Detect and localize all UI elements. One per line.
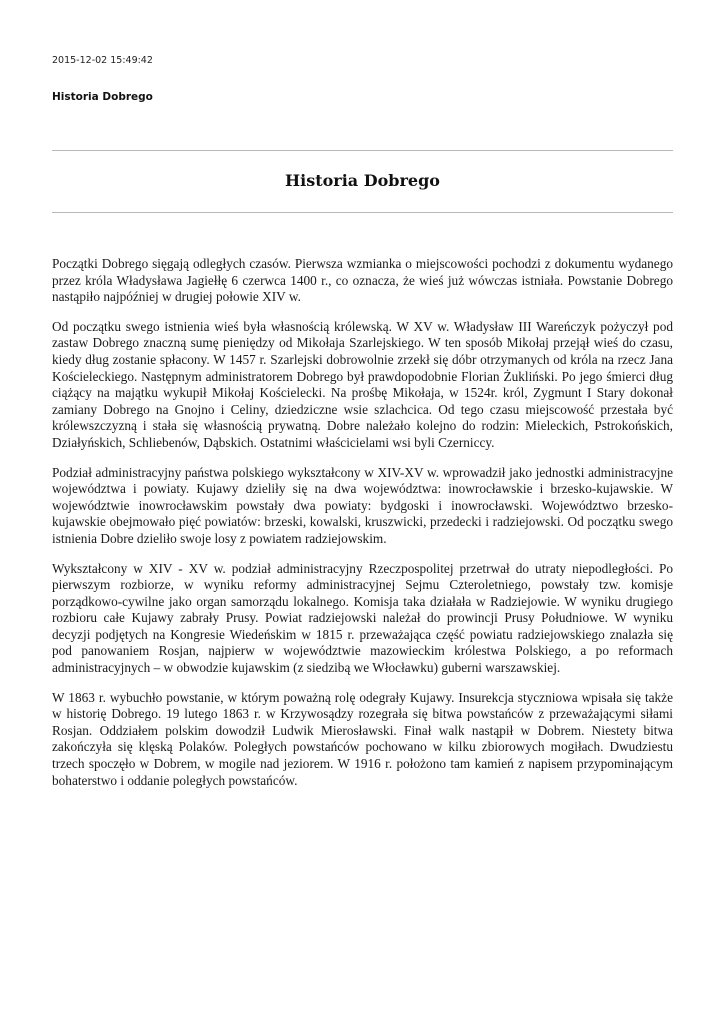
print-timestamp: 2015-12-02 15:49:42: [52, 55, 153, 66]
title-bottom-divider: [52, 212, 673, 213]
article-body: [52, 256, 673, 802]
article-paragraph: Podział administracyjny państwa polskiego wykształcony w XIV-XV w. wprowadził jako jednostki administracyjne województwa i powiaty. Kujawy dzieliły się na dwa województwa: inowrocławskie i brzesko-kujawskie. W województwie inowrocławskim powstały dwa powiaty: bydgoski i inowrocławski. Województwo brzesko-kujawskie obejmowało pięć powiatów: brzeski, kowalski, kruszwicki, przedecki i radziejowski. Od początku swego istnienia Dobre dzieliło swoje losy z powiatem radziejowskim.: [52, 464, 673, 546]
article-paragraph: Od początku swego istnienia wieś była własnością królewską. W XV w. Władysław III Warеńczyk pożyczył pod zastaw Dobrego znaczną sumę pieniędzy od Mikołaja Szarlejskiego. W ten sposób Mikołaj przejął wieś do czasu, kiedy dług zostanie spłacony. W 1457 r. Szarlejski dobrowolnie zrzekł się dóbr otrzymanych od króla na rzecz Jana Kościeleckiego. Następnym administratorem Dobrego był prawdopodobnie Florian Żukliński. Po jego śmierci dług ciążący na majątku wykupił Mikołaj Kościelecki. Na prośbę Mikołaja, w 1524r. król, Zygmunt I Stary dokonał zamiany Dobrego na Gnojno i Celiny, dziedziczne wsie szlachcica. Od tego czasu miejscowość przestała być królewszczyzną i stała się własnością prywatną. Dobre należało kolejno do rodzin: Mieleckich, Pstrokońskich, Działyńskich, Schliebenów, Dąbskich. Ostatnimi właścicielami wsi byli Czerniccy.: [52, 318, 673, 450]
article-paragraph: Początki Dobrego sięgają odległych czasów. Pierwsza wzmianka o miejscowości pochodzi z dokumentu wydanego przez króla Władysława Jagiełłę 6 czerwca 1400 r., co oznacza, że wieś już wówczas istniała. Powstanie Dobrego nastąpiło najpóźniej w drugiej połowie XIV w.: [52, 256, 673, 305]
site-title: Historia Dobrego: [52, 91, 153, 103]
title-top-divider: [52, 150, 673, 151]
article-title: Historia Dobrego: [285, 171, 440, 190]
article-paragraph: Wykształcony w XIV - XV w. podział administracyjny Rzeczpospolitej przetrwał do utraty niepodległości. Po pierwszym rozbiorze, w wyniku reformy administracyjnej Sejmu Czteroletniego, powstały tzw. komisje porządkowo-cywilne jako organ samorządu lokalnego. Komisja taka działała w Radziejowie. W wyniku drugiego rozbioru całe Kujawy zabrały Prusy. Powiat radziejowski należał do prowincji Prusy Południowe. W wyniku decyzji podjętych na Kongresie Wiedeńskim w 1815 r. przeważająca część powiatu radziejowskiego znalazła się pod panowaniem Rosjan, najpierw w województwie mazowieckim królestwa Polskiego, a po reformach administracyjnych – w obwodzie kujawskim (z siedzibą we Włocławku) guberni warszawskiej.: [52, 560, 673, 676]
article-paragraph: W 1863 r. wybuchło powstanie, w którym poważną rolę odegrały Kujawy. Insurekcja styczniowa wpisała się także w historię Dobrego. 19 lutego 1863 r. w Krzywosądzy rozegrała się bitwa powstańców z przeważającymi siłami Rosjan. Oddziałem polskim dowodził Ludwik Mierosławski. Finał walk nastąpił w Dobrem. Niestety bitwa zakończyła się klęską Polaków. Poległych powstańców pochowano w kilku zbiorowych mogiłach. Dwudziestu trzech spoczęło w Dobrem, w mogile nad jeziorem. W 1916 r. położono tam kamień z napisem przypominającym bohaterstwo i oddanie poległych powstańców.: [52, 689, 673, 788]
